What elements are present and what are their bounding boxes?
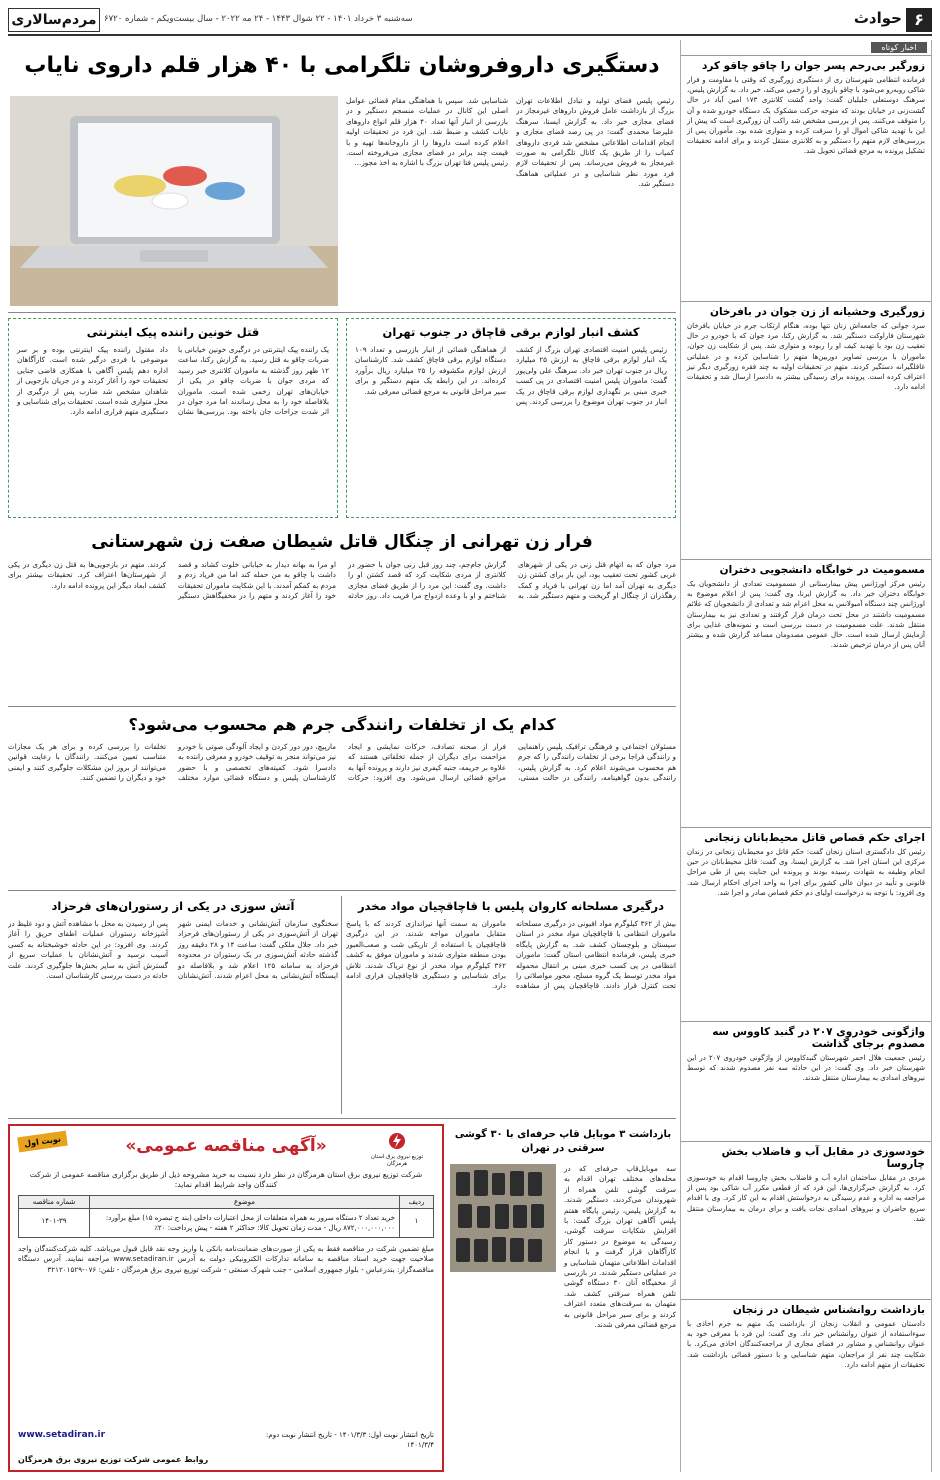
story5-headline: آتش سوزی در یکی از رستوران‌های فرحزاد — [51, 899, 295, 913]
table-header-number: شماره مناقصه — [32, 1197, 76, 1206]
sidebar-news-title: اجرای حکم قصاص قاتل محیط‌بانان زنجانی — [704, 832, 925, 844]
seized-phones-photo — [450, 1164, 556, 1272]
table-header-index: ردیف — [399, 1196, 433, 1208]
box-right-title: کشف انبار لوازم برقی قاچاق در جنوب تهران — [382, 325, 640, 339]
sidebar-news-body: سرد جوانی که جامعه‌اش زنان تنها بوده، هنگام ارتکاب جرم در خیابان بافرخان شهرستان فاراوکت دستگیر شد. به گزارش رکنا، مرد جوان که با خودرو در حال تعقیب زن بود با تهدید کیف او را ربوده و متواری شد. پس از شکایت زن جوان، ماموران با بررسی تصاویر دوربین‌ها متهم را شناسایی کرده و در عملیاتی غافلگیرانه دستگیر کردند. متهم در تحقیقات اولیه به چند فقره زورگیری دیگر نیز اعتراف کرده است. پرونده برای رسیدگی بیشتر به دادسرا ارسال شد و تحقیقات ادامه دارد. — [687, 322, 925, 392]
laptop-image — [10, 96, 338, 306]
story5 — [8, 896, 338, 1114]
sidebar-news-title: بازداشت روانشناس شیطان در زنجان — [732, 1304, 925, 1316]
story3-headline: کدام یک از تخلفات رانندگی جرم هم محسوب می‌شود؟ — [128, 715, 556, 734]
ad-footer: روابط عمومی شرکت توزیع نیروی برق هرمزگان — [18, 1455, 209, 1464]
sidebar-news-item — [681, 1141, 931, 1295]
sidebar-news-title: واژگونی خودروی ۲۰۷ در گنبد کاووس سه مصدوم برجای گذاشت — [712, 1026, 925, 1050]
page-number: ۶ — [906, 8, 932, 32]
lead-col-2: شناسایی شد. سپس با هماهنگی مقام قضائی عوامل اصلی این کانال در عملیات منسجم دستگیر و در بازرسی از انبار آنها تعداد ۴۰ هزار قلم انواع داروهای نایاب کشف و ضبط شد. این فرد در تحقیقات اولیه اعلام کرده است داروها را از داروخانه‌ها تهیه و با قیمت چند برابر در فضای مجازی می‌فروخته است. رئیس پلیس فتا تهران بزرگ با اشاره به اخذ مجوز... — [346, 96, 508, 168]
table-cell-index: ۱ — [399, 1209, 433, 1237]
box-left — [8, 318, 338, 518]
story3-body: مسئولان اجتماعی و فرهنگی ترافیک پلیس راهنمایی و رانندگی فراجا برخی از تخلفات رانندگی را که جرم هم محسوب می‌شوند اعلام کرد. به گزارش پلیس، رانندگی بدون گواهینامه، رانندگی در حالت مستی، فرار از صحنه تصادف، حرکات نمایشی و ایجاد مزاحمت برای دیگران از جمله تخلفاتی هستند که علاوه بر جریمه، جنبه کیفری نیز دارند و پرونده آنها به مراجع قضائی ارسال می‌شود. وی افزود: حرکات مارپیچ، دور دور کردن و ایجاد آلودگی صوتی با خودرو نیز می‌تواند منجر به توقیف خودرو و معرفی راننده به دادسرا شود. کمیته‌های تخصصی و با حضور کارشناسان پلیس و دستگاه قضائی موارد مختلف تخلفات را بررسی کرده و برای هر یک مجازات متناسب تعیین می‌کنند. رانندگان با رعایت قوانین می‌توانند از بروز این مشکلات جلوگیری کنند و ایمنی خود و دیگران را تضمین کنند. — [8, 742, 676, 783]
box-left-title: قتل خونین راننده پیک اینترنتی — [86, 325, 260, 339]
story6 — [450, 1124, 676, 1472]
date-line: سه‌شنبه ۳ خرداد ۱۴۰۱ - ۲۲ شوال ۱۴۴۳ - ۲۴ مه ۲۰۲۲ - سال بیست‌ویکم - شماره ۶۷۲۰ — [104, 14, 413, 24]
section-title: حوادث — [853, 9, 902, 27]
sidebar-news-title: خودسوزی در مقابل آب و فاضلاب بخش چاروسا — [721, 1146, 925, 1170]
sidebar-news-body: فرمانده انتظامی شهرستان ری از دستگیری زورگیری که وقتی با مقاومت و فرار شاکی روبه‌رو می‌شود با چاقو بازوی او را زخمی می‌کند، خبر داد. به گزارش پلیس، سرهنگ دوستعلی جلیلیان گفت: واحد گشت کلانتری ۱۷۳ امین آباد در حال گشت‌زنی در خیابان بودند که متوجه حرکت مشکوک یک دستگاه خودرو شده و آن را متوقف می‌کنند. پس از بررسی مشخص شد راکب آن زورگیری است که پیش از این با تهدید شاکی اموال او را سرقت کرده و متواری شده بود. مأموران پس از بررسی‌های لازم متهم را دستگیر و به کلانتری منتقل کردند و برای ادامه تحقیقات تشکیل پرونده به مرجع قضائی تحویل شد. — [687, 76, 925, 156]
story6-headline: بازداشت ۳ موبایل قاپ حرفه‌ای با ۳۰ گوشی سرقتی در تهران — [454, 1129, 672, 1154]
story2-headline: فرار زن تهرانی از چنگال قاتل شیطان صفت زن شهرستانی — [91, 532, 593, 552]
ad-notes: مبلغ تضمین شرکت در مناقصه فقط به یکی از صورت‌های ضمانت‌نامه بانکی یا واریز وجه نقد قابل قبول می‌باشد. کلیه شرکت‌کنندگان واجد صلاحیت جهت خرید اسناد مناقصه به سامانه تدارکات الکترونیکی دولت به آدرس www.setadiran.ir مراجعه نمایند. آدرس دستگاه مناقصه‌گزار: بندرعباس - بلوار جمهوری اسلامی - جنب شهرک صنعتی - شرکت توزیع نیروی برق هرمزگان - تلفن: ۰۷۶-۳۲۱۲۰۱۵۲۹ — [18, 1243, 434, 1274]
lightning-logo-icon — [386, 1132, 408, 1150]
sidebar-news-body: رئیس مرکز اورژانس پیش بیمارستانی از مسمومیت تعدادی از دانشجویان یک خوابگاه دختران خبر داد. به گزارش ایرنا، وی گفت: پس از اعلام موضوع به اورژانس چند دستگاه آمبولانس به محل اعزام شد و تعدادی از دانشجویان که علائم مسمومیت داشتند در محل تحت درمان قرار گرفتند و تعدادی نیز به بیمارستان منتقل شدند. علت مسمومیت در دست بررسی است و نمونه‌های غذایی برای آزمایش ارسال شده است. حال عمومی مصدومان مساعد گزارش شده و بیشتر آنان پس از درمان ترخیص شدند. — [687, 580, 925, 650]
story4-body: بیش از ۳۶۲ کیلوگرم مواد افیونی در درگیری مسلحانه ماموران انتظامی با قاچاقچیان مواد مخدر در استان سیستان و بلوچستان کشف شد. به گزارش پایگاه خبری پلیس، فرمانده انتظامی استان گفت: ماموران انتظامی در پی کسب خبری مبنی بر انتقال محموله مواد مخدر توسط یک گروه مسلح، محور مواصلاتی را تحت کنترل قرار دادند. قاچاقچیان پس از مشاهده ماموران به سمت آنها تیراندازی کردند که با پاسخ متقابل ماموران مواجه شدند. در این درگیری قاچاقچیان با استفاده از تاریکی شب و صعب‌العبور بودن منطقه متواری شدند و ماموران موفق به کشف ۳۶۲ کیلوگرم مواد مخدر از نوع تریاک شدند. تلاش برای شناسایی و دستگیری قاچاقچیان فراری ادامه دارد. — [346, 919, 676, 991]
sidebar-news-body: رئیس جمعیت هلال احمر شهرستان گنبدکاووس از واژگونی خودروی ۲۰۷ در این شهرستان خبر داد. وی گفت: در این حادثه سه نفر مصدوم شدند که توسط نیروهای امدادی به بیمارستان منتقل شدند. — [687, 1054, 925, 1083]
ad-badge: نوبت اول — [17, 1131, 68, 1153]
story2-body: مرد جوان که به اتهام قتل زنی در یکی از شهرهای غربی کشور تحت تعقیب بود، این بار برای کشتن زن دیگری به تهران آمد اما زن تهرانی با فریاد و کمک رهگذران از چنگال او گریخت و متهم دستگیر شد. به گزارش جام‌جم، چند روز قبل زنی جوان با حضور در کلانتری از مردی شکایت کرد که قصد کشتن او را داشت. وی گفت: این مرد را از طریق فضای مجازی شناختم و او با وعده ازدواج مرا فریب داد. روز حادثه او مرا به بهانه دیدار به خیابانی خلوت کشاند و قصد داشت با چاقو به من حمله کند اما من فریاد زدم و مردم به کمکم آمدند. با این شکایت ماموران تحقیقات خود را آغاز کردند و متهم را در مخفیگاهش دستگیر کردند. متهم در بازجویی‌ها به قتل زن دیگری در یکی از شهرستان‌ها اعتراف کرد. تحقیقات بیشتر برای کشف ابعاد دیگر این پرونده ادامه دارد. — [8, 560, 676, 601]
sidebar-news-item — [681, 827, 931, 1017]
sidebar-news-title: مسمومیت در خوابگاه دانشجویی دختران — [719, 564, 925, 576]
sidebar-news-item — [681, 55, 931, 297]
sidebar-label: اخبار کوتاه — [871, 42, 927, 53]
ad-intro: شرکت توزیع نیروی برق استان هرمزگان در نظر دارد نسبت به خرید مشروحه ذیل از طریق برگزاری مناقصه عمومی از شرکت کنندگان واجد شرایط اقدام نماید: — [29, 1170, 423, 1190]
lead-headline: دستگیری داروفروشان تلگرامی با ۴۰ هزار قلم داروی نایاب — [24, 53, 660, 78]
ad-title: «آگهی مناقصه عمومی» — [125, 1136, 327, 1156]
masthead: مردم‌سالاری — [8, 8, 100, 32]
box-left-body: یک راننده پیک اینترنتی در درگیری خونین خیابانی با ضربات چاقو به قتل رسید. به گزارش رکنا، ساعت ۱۲ ظهر روز گذشته به ماموران کلانتری خبر رسید که مردی جوان با ضربات چاقو در یکی از خیابان‌های تهران زخمی شده است. ماموران بلافاصله خود را به محل رساندند اما مرد جوان در اثر شدت جراحات جان باخته بود. بررسی‌ها نشان داد مقتول راننده پیک اینترنتی بوده و بر سر موضوعی با فردی درگیر شده است. کارآگاهان اداره دهم پلیس آگاهی با همکاری قاضی جنایی تحقیقات خود را آغاز کردند و در جریان بازجویی از شاهدان مشخص شد ضارب پس از درگیری از محل متواری شده است. تحقیقات برای شناسایی و دستگیری متهم فراری ادامه دارد. — [17, 345, 329, 417]
story6-body: سه موبایل‌قاپ حرفه‌ای که در محله‌های مختلف تهران اقدام به سرقت گوشی تلفن همراه از شهروندان می‌کردند، دستگیر شدند. به گزارش پلیس، رئیس پایگاه هفتم پلیس آگاهی تهران بزرگ گفت: با افزایش شکایات سرقت گوشی، رسیدگی به موضوع در دستور کار کارآگاهان قرار گرفت و با انجام اقدامات اطلاعاتی متهمان شناسایی و در عملیاتی دستگیر شدند. در بازرسی از مخفیگاه آنان ۳۰ دستگاه گوشی تلفن همراه سرقتی کشف شد. متهمان به سرقت‌های متعدد اعتراف کردند و برای سیر مراحل قانونی به مرجع قضائی معرفی شدند. — [564, 1164, 676, 1330]
sidebar-news-title: زورگیر بی‌رحم پسر جوان را چاقو چاقو کرد — [701, 60, 925, 72]
sidebar-news-body: دادستان عمومی و انقلاب زنجان از بازداشت یک متهم به جرم اخاذی با سوءاستفاده از عنوان روانشناس خبر داد. وی گفت: این فرد با معرفی خود به عنوان روانشناس و مشاور در فضای مجازی از مراجعه‌کنندگان اخاذی می‌کرد. با شکایت چند نفر از مراجعان، متهم شناسایی و با دستور قضائی بازداشت شد. تحقیقات از متهم ادامه دارد. — [687, 1320, 925, 1369]
lead-col-1: رئیس پلیس فضای تولید و تبادل اطلاعات تهران بزرگ از بازداشت عامل فروش داروهای غیرمجاز در فضای مجازی خبر داد. به گزارش ایسنا، سرهنگ علیرضا محمدی گفت: در پی رصد فضای مجازی و انجام اقدامات اطلاعاتی مشخص شد فردی داروهای کمیاب را از طریق یک کانال تلگرامی به صورت غیرمجاز به فروش می‌رساند. پس از تحقیقات لازم فرد مورد نظر شناسایی و در عملیاتی هماهنگ دستگیر شد. — [516, 96, 674, 189]
ad-url[interactable]: www.setadiran.ir — [18, 1430, 106, 1440]
table-header-subject: موضوع — [89, 1196, 399, 1208]
sidebar-news-item — [681, 559, 931, 823]
table-cell-subject: خرید تعداد ۲ دستگاه سرور به همراه متعلقات از محل اعتبارات داخلی (بند ج تبصره ۱۵) مبلغ برآورد: ۸۷۲,۰۰۰,۰۰۰,۰۰۰ ریال - مدت زمان تحویل کالا: حداکثر ۲ هفته - پیش پرداخت: ۲۰٪ — [89, 1209, 399, 1237]
story5-body: سخنگوی سازمان آتش‌نشانی و خدمات ایمنی شهر تهران از آتش‌سوزی در یکی از رستوران‌های فرحزاد خبر داد. جلال ملکی گفت: ساعت ۱۴ و ۲۸ دقیقه روز گذشته حادثه آتش‌سوزی در یک رستوران در محدوده فرحزاد به سامانه ۱۲۵ اعلام شد و بلافاصله دو ایستگاه آتش‌نشانی به محل اعزام شدند. آتش‌نشانان پس از رسیدن به محل با مشاهده آتش و دود غلیظ در آشپزخانه رستوران عملیات اطفای حریق را آغاز کردند. وی افزود: در این حادثه خوشبختانه به کسی آسیب نرسید و آتش‌نشانان با عملیات سریع از گسترش آتش به سایر بخش‌ها جلوگیری کردند. علت حادثه در دست بررسی کارشناسان است. — [8, 919, 338, 981]
sidebar-news-item — [681, 1021, 931, 1137]
sidebar-news-title: زورگیری وحشیانه از زن جوان در بافرخان — [710, 306, 925, 318]
tender-ad — [8, 1124, 444, 1472]
table-row — [19, 1209, 433, 1237]
tender-table — [18, 1195, 434, 1238]
company-logo-text: توزیع نیروی برق استان هرمزگان — [370, 1154, 424, 1167]
page-header — [8, 6, 932, 36]
story4-headline: درگیری مسلحانه کاروان پلیس با قاچاقچیان مواد مخدر — [357, 899, 665, 913]
box-right-body: رئیس پلیس امنیت اقتصادی تهران بزرگ از کشف یک انبار لوازم برقی قاچاق به ارزش ۲۵ میلیارد ریال در جنوب تهران خبر داد. سرهنگ علی ولی‌پور گفت: ماموران پلیس امنیت اقتصادی در پی کسب خبری مبنی بر نگهداری لوازم برقی قاچاق در یک انبار در جنوب تهران موضوع را بررسی کردند. پس از هماهنگی قضائی از انبار بازرسی و تعداد ۱۰۹ دستگاه لوازم برقی قاچاق کشف شد. کارشناسان ارزش لوازم مکشوفه را ۲۵ میلیارد ریال برآورد کرده‌اند. در این رابطه یک متهم دستگیر و برای سیر مراحل قانونی به مرجع قضائی معرفی شد. — [355, 345, 668, 407]
sidebar-news-item — [681, 301, 931, 555]
ad-dates: تاریخ انتشار نوبت اول: ۱۴۰۱/۳/۳ - تاریخ انتشار نوبت دوم: ۱۴۰۱/۳/۴ — [266, 1431, 434, 1449]
company-logo — [360, 1132, 434, 1166]
story4 — [346, 896, 676, 1114]
sidebar-news-body: مردی در مقابل ساختمان اداره آب و فاضلاب بخش چاروسا اقدام به خودسوزی کرد. به گزارش خبرگزاری‌ها، این فرد که از قطعی مکرر آب شاکی بود پس از مراجعه به اداره و عدم رسیدگی به درخواستش اقدام به این کار کرد. وی با اقدام سریع حاضران و نیروهای امدادی نجات یافت و برای درمان به بیمارستان منتقل شد. — [687, 1174, 925, 1223]
sidebar — [680, 40, 932, 1472]
sidebar-news-item — [681, 1299, 931, 1472]
box-right — [346, 318, 676, 518]
table-cell-number: ۱۴۰۱-۳۹ — [41, 1216, 67, 1225]
sidebar-news-body: رئیس کل دادگستری استان زنجان گفت: حکم قاتل دو محیط‌بان زنجانی در زندان مرکزی این استان اجرا شد. به گزارش ایسنا، وی گفت: قاتل محیط‌بانان در حین انجام وظیفه به شهادت رسیده بودند و پرونده این جنایت پس از طی مراحل قانونی و تأیید در دیوان عالی کشور برای اجرا به واحد اجرای احکام ارسال شد. وی افزود: با توجه به درخواست اولیای دم حکم قصاص صادر و اجرا شد. — [687, 848, 925, 897]
